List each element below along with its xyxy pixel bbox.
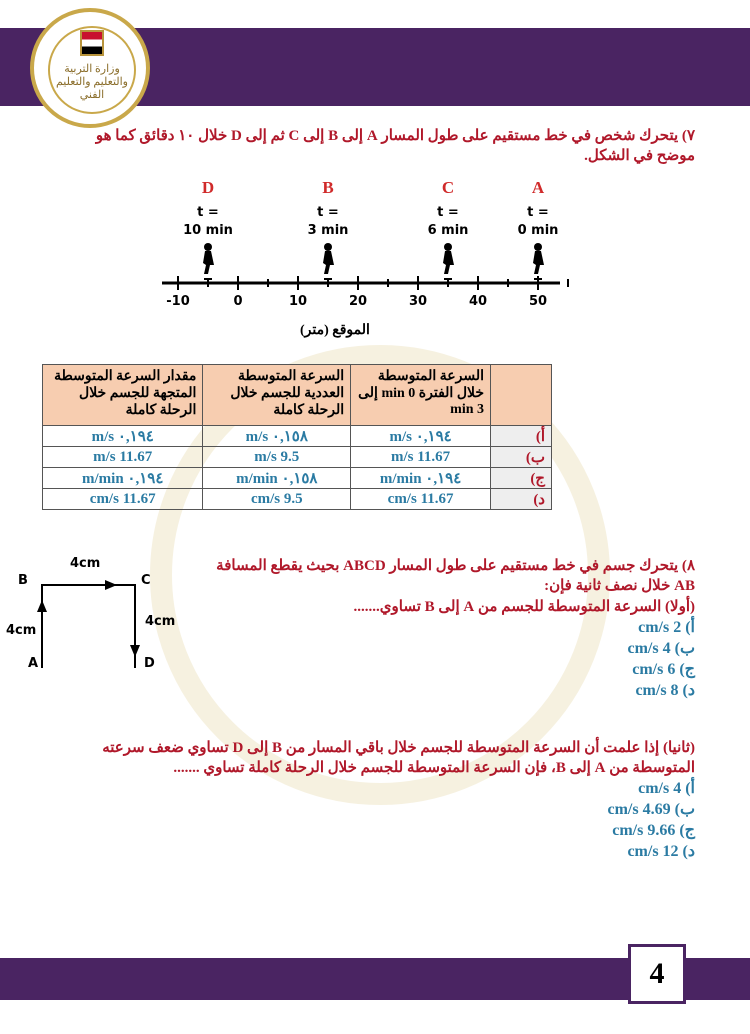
walker-icon [533,243,544,279]
answer-option[interactable]: أ) 2 cm/s [638,619,695,636]
walker-icon [203,243,214,279]
cd-length: 4cm [145,614,176,629]
tick-label: 20 [348,294,368,309]
answer-option[interactable]: ب) 4 cm/s [627,640,695,657]
table-cell: 11.67 m/s [351,447,491,468]
time-value: 3 min [307,223,349,238]
row-letter: ب) [491,447,552,468]
time-value: 0 min [517,223,559,238]
point-label: D [201,178,215,197]
table-cell: 9.5 m/s [203,447,351,468]
answer-option[interactable]: د) 8 cm/s [635,682,695,699]
tick-label: 0 [233,294,243,309]
bc-length: 4cm [70,556,101,571]
table-cell: ٠,١٩٤ m/min [43,468,203,489]
number-line-figure [0,0,750,345]
time-label: t = [317,205,339,220]
answer-option[interactable]: أ) 4 cm/s [638,780,695,797]
time-label: t = [527,205,549,220]
path-abcd-diagram [0,550,180,680]
table-cell: 11.67 cm/s [351,489,491,510]
tick-label: 30 [408,294,428,309]
point-label: C [441,178,455,197]
table-header-empty [491,365,552,426]
table-cell: ٠,١٩٤ m/s [351,426,491,447]
time-value: 10 min [183,223,233,238]
point-a-label: A [28,656,39,671]
answer-option[interactable]: د) 12 cm/s [627,843,695,860]
table-row [43,426,552,447]
row-letter: د) [491,489,552,510]
answer-option[interactable]: ج) 9.66 cm/s [612,822,695,839]
page-number: 4 [628,944,686,1004]
tick-label: 40 [468,294,488,309]
table-header: السرعة المتوسطة العددية للجسم خلال الرحلة كاملة [203,365,351,426]
time-label: t = [197,205,219,220]
point-label: B [322,178,334,197]
table-cell: ٠,١٥٨ m/min [203,468,351,489]
point-label: A [531,178,545,197]
point-c-label: C [141,573,151,588]
time-label: t = [437,205,459,220]
q8-text: ٨) يتحرك جسم في خط مستقيم على طول المسار ABCD بحيث يقطع المسافة AB خلال نصف ثانية فإن: [216,558,695,594]
point-d-label: D [144,656,155,671]
walker-icon [323,243,334,279]
table-header: السرعة المتوسطة خلال الفترة 0 min إلى 3 min [351,365,491,426]
answer-option[interactable]: ج) 6 cm/s [632,661,695,678]
ab-length: 4cm [6,623,37,638]
tick-label: 10 [288,294,308,309]
walker-icon [443,243,454,279]
table-row [43,468,552,489]
table-cell: 11.67 m/s [43,447,203,468]
table-cell: ٠,١٩٤ m/s [43,426,203,447]
axis-label: الموقع (متر) [300,323,370,338]
time-value: 6 min [427,223,469,238]
q8-part2: (ثانيا) إذا علمت أن السرعة المتوسطة للجسم خلال باقي المسار من B إلى D تساوي ضعف سرعته المتوسطة من A إلى B، فإن السرعة المتوسطة للجسم خلال الرحلة كاملة تساوي ....... [102,740,695,776]
table-cell: ٠,١٩٤ m/min [351,468,491,489]
row-letter: أ) [491,426,552,447]
point-b-label: B [18,573,28,588]
table-row [43,447,552,468]
answer-table [42,364,552,510]
answer-option[interactable]: ب) 4.69 cm/s [607,801,695,818]
tick-label: -10 [166,294,190,309]
table-row [43,489,552,510]
row-letter: ج) [491,468,552,489]
table-cell: 11.67 cm/s [43,489,203,510]
q7-text: ٧) يتحرك شخص في خط مستقيم على طول المسار A إلى B إلى C ثم إلى D خلال ١٠ دقائق كما هو موضح في الشكل. [95,128,695,164]
tick-label: 50 [528,294,548,309]
q8-part1: (أولا) السرعة المتوسطة للجسم من A إلى B تساوي....... [353,599,695,615]
table-cell: ٠,١٥٨ m/s [203,426,351,447]
ministry-logo: وزارة التربية والتعليم والتعليم الفني [30,8,150,128]
table-cell: 9.5 cm/s [203,489,351,510]
table-header: مقدار السرعة المتوسطة المتجهة للجسم خلال الرحلة كاملة [43,365,203,426]
